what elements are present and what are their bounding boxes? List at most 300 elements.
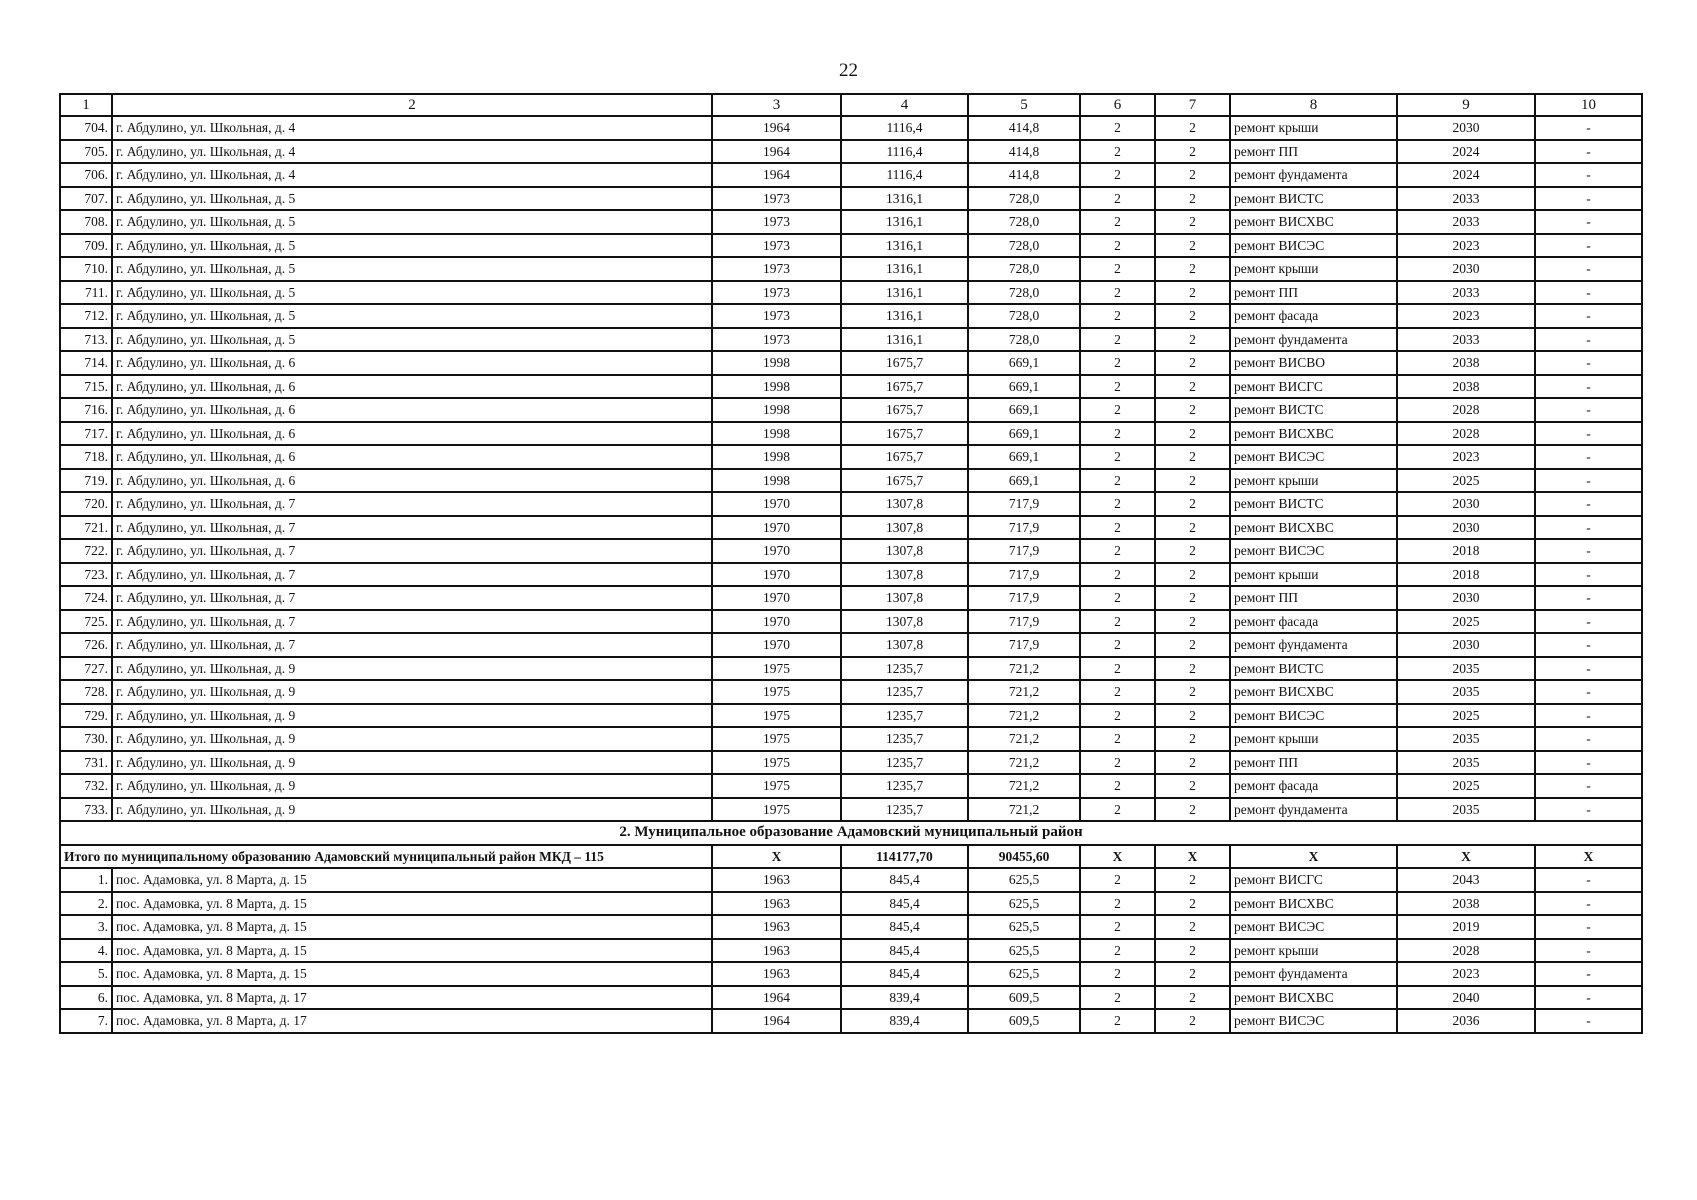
table-row [60,257,1642,281]
table-body-before [60,116,1642,821]
work-type-cell: ремонт ПП [1230,281,1397,305]
planned-year-cell: 2033 [1397,281,1535,305]
total-area-cell: 1235,7 [841,798,968,822]
capital-repair-table [59,93,1643,1034]
column-header: 10 [1535,94,1642,116]
year-cell: 1963 [712,962,841,986]
work-type-cell: ремонт ВИСВО [1230,351,1397,375]
col10-cell: - [1535,328,1642,352]
col6-cell: 2 [1080,751,1155,775]
year-cell: 1970 [712,539,841,563]
row-number-cell: 727. [60,657,112,681]
col7-cell: 2 [1155,915,1230,939]
total-area-cell: 845,4 [841,962,968,986]
col6-cell: 2 [1080,939,1155,963]
col10-cell: - [1535,915,1642,939]
col7-cell: 2 [1155,398,1230,422]
total-area-cell: 1307,8 [841,586,968,610]
row-number-cell: 718. [60,445,112,469]
table-row [60,1009,1642,1033]
section-block [60,821,1642,868]
row-number-cell: 4. [60,939,112,963]
address-cell: г. Абдулино, ул. Школьная, д. 5 [112,187,712,211]
work-type-cell: ремонт крыши [1230,939,1397,963]
total-area-cell: 1235,7 [841,751,968,775]
col6-cell: 2 [1080,375,1155,399]
address-cell: г. Абдулино, ул. Школьная, д. 5 [112,281,712,305]
address-cell: г. Абдулино, ул. Школьная, д. 7 [112,610,712,634]
col10-cell: - [1535,586,1642,610]
year-cell: 1975 [712,657,841,681]
row-number-cell: 705. [60,140,112,164]
col6-cell: 2 [1080,398,1155,422]
col6-cell: 2 [1080,633,1155,657]
col7-cell: 2 [1155,633,1230,657]
col10-cell: - [1535,281,1642,305]
work-type-cell: ремонт ВИСХВС [1230,210,1397,234]
col6-cell: 2 [1080,539,1155,563]
living-area-cell: 669,1 [968,445,1080,469]
address-cell: г. Абдулино, ул. Школьная, д. 4 [112,140,712,164]
table-row [60,633,1642,657]
address-cell: г. Абдулино, ул. Школьная, д. 7 [112,563,712,587]
col10-cell: - [1535,539,1642,563]
year-cell: 1970 [712,516,841,540]
address-cell: г. Абдулино, ул. Школьная, д. 6 [112,469,712,493]
planned-year-cell: 2025 [1397,469,1535,493]
col10-cell: - [1535,704,1642,728]
year-cell: 1975 [712,751,841,775]
work-type-cell: ремонт фасада [1230,610,1397,634]
planned-year-cell: 2030 [1397,492,1535,516]
col7-cell: 2 [1155,187,1230,211]
table-row [60,516,1642,540]
planned-year-cell: 2038 [1397,351,1535,375]
total-area-cell: 1235,7 [841,657,968,681]
col10-cell: - [1535,1009,1642,1033]
work-type-cell: ремонт крыши [1230,469,1397,493]
total-area-cell: 839,4 [841,986,968,1010]
work-type-cell: ремонт ВИСЭС [1230,1009,1397,1033]
col10-cell: - [1535,375,1642,399]
living-area-cell: 721,2 [968,680,1080,704]
address-cell: пос. Адамовка, ул. 8 Марта, д. 17 [112,1009,712,1033]
col10-cell: - [1535,657,1642,681]
address-cell: г. Абдулино, ул. Школьная, д. 7 [112,633,712,657]
planned-year-cell: 2038 [1397,892,1535,916]
total-area-cell: 1307,8 [841,610,968,634]
row-number-cell: 6. [60,986,112,1010]
col7-cell: 2 [1155,257,1230,281]
address-cell: г. Абдулино, ул. Школьная, д. 7 [112,516,712,540]
living-area-cell: 669,1 [968,422,1080,446]
col10-cell: - [1535,610,1642,634]
planned-year-cell: 2036 [1397,1009,1535,1033]
total-area-cell: 845,4 [841,939,968,963]
work-type-cell: ремонт ВИСЭС [1230,704,1397,728]
col6-cell: 2 [1080,704,1155,728]
row-number-cell: 732. [60,774,112,798]
col6-cell: 2 [1080,868,1155,892]
col7-cell: 2 [1155,868,1230,892]
column-header: 6 [1080,94,1155,116]
work-type-cell: ремонт фасада [1230,774,1397,798]
row-number-cell: 730. [60,727,112,751]
total-area-cell: 1307,8 [841,516,968,540]
col10-cell: - [1535,257,1642,281]
year-cell: 1975 [712,774,841,798]
row-number-cell: 726. [60,633,112,657]
total-area-cell: 1116,4 [841,163,968,187]
year-cell: 1964 [712,986,841,1010]
column-header: 8 [1230,94,1397,116]
col10-cell: - [1535,751,1642,775]
work-type-cell: ремонт ВИСХВС [1230,986,1397,1010]
total-area-cell: 1316,1 [841,257,968,281]
column-header: 4 [841,94,968,116]
living-area-cell: 669,1 [968,398,1080,422]
living-area-cell: 728,0 [968,234,1080,258]
work-type-cell: ремонт фундамента [1230,633,1397,657]
planned-year-cell: 2033 [1397,210,1535,234]
living-area-cell: 717,9 [968,586,1080,610]
col6-cell: 2 [1080,657,1155,681]
row-number-cell: 717. [60,422,112,446]
col10-cell: - [1535,939,1642,963]
col7-cell: 2 [1155,1009,1230,1033]
address-cell: г. Абдулино, ул. Школьная, д. 6 [112,422,712,446]
table-row [60,163,1642,187]
planned-year-cell: 2028 [1397,422,1535,446]
planned-year-cell: 2035 [1397,727,1535,751]
total-area-cell: 1235,7 [841,727,968,751]
planned-year-cell: 2024 [1397,140,1535,164]
total-cell: X [1230,845,1397,869]
col7-cell: 2 [1155,704,1230,728]
row-number-cell: 733. [60,798,112,822]
table-row [60,798,1642,822]
column-header: 2 [112,94,712,116]
row-number-cell: 7. [60,1009,112,1033]
col6-cell: 2 [1080,610,1155,634]
col7-cell: 2 [1155,163,1230,187]
total-row [60,845,1642,869]
col10-cell: - [1535,774,1642,798]
row-number-cell: 716. [60,398,112,422]
col10-cell: - [1535,727,1642,751]
col6-cell: 2 [1080,774,1155,798]
table-row [60,539,1642,563]
total-area-cell: 839,4 [841,1009,968,1033]
row-number-cell: 704. [60,116,112,140]
work-type-cell: ремонт крыши [1230,116,1397,140]
work-type-cell: ремонт фундамента [1230,328,1397,352]
address-cell: г. Абдулино, ул. Школьная, д. 5 [112,234,712,258]
col6-cell: 2 [1080,422,1155,446]
planned-year-cell: 2030 [1397,116,1535,140]
living-area-cell: 728,0 [968,281,1080,305]
column-header: 7 [1155,94,1230,116]
col6-cell: 2 [1080,281,1155,305]
table-body-after [60,868,1642,1033]
work-type-cell: ремонт ПП [1230,586,1397,610]
living-area-cell: 717,9 [968,633,1080,657]
year-cell: 1964 [712,140,841,164]
living-area-cell: 721,2 [968,704,1080,728]
table-row [60,704,1642,728]
table-row [60,586,1642,610]
living-area-cell: 625,5 [968,939,1080,963]
living-area-cell: 728,0 [968,210,1080,234]
table-row [60,445,1642,469]
table-row [60,868,1642,892]
year-cell: 1998 [712,422,841,446]
col6-cell: 2 [1080,492,1155,516]
row-number-cell: 721. [60,516,112,540]
address-cell: г. Абдулино, ул. Школьная, д. 9 [112,751,712,775]
address-cell: пос. Адамовка, ул. 8 Марта, д. 15 [112,962,712,986]
row-number-cell: 710. [60,257,112,281]
total-area-cell: 1316,1 [841,187,968,211]
col10-cell: - [1535,798,1642,822]
col7-cell: 2 [1155,234,1230,258]
total-area-cell: 1307,8 [841,492,968,516]
year-cell: 1975 [712,727,841,751]
col7-cell: 2 [1155,798,1230,822]
living-area-cell: 717,9 [968,516,1080,540]
planned-year-cell: 2025 [1397,610,1535,634]
col6-cell: 2 [1080,328,1155,352]
living-area-cell: 717,9 [968,610,1080,634]
col10-cell: - [1535,633,1642,657]
col10-cell: - [1535,304,1642,328]
total-area-cell: 1307,8 [841,563,968,587]
section-row [60,821,1642,845]
col10-cell: - [1535,351,1642,375]
planned-year-cell: 2023 [1397,962,1535,986]
col10-cell: - [1535,868,1642,892]
living-area-cell: 625,5 [968,868,1080,892]
row-number-cell: 713. [60,328,112,352]
total-cell: X [1535,845,1642,869]
work-type-cell: ремонт ВИСГС [1230,375,1397,399]
living-area-cell: 414,8 [968,140,1080,164]
total-area-cell: 1235,7 [841,680,968,704]
year-cell: 1970 [712,633,841,657]
planned-year-cell: 2028 [1397,939,1535,963]
col10-cell: - [1535,892,1642,916]
col6-cell: 2 [1080,586,1155,610]
work-type-cell: ремонт фасада [1230,304,1397,328]
col10-cell: - [1535,516,1642,540]
total-area-cell: 1675,7 [841,398,968,422]
living-area-cell: 625,5 [968,892,1080,916]
address-cell: г. Абдулино, ул. Школьная, д. 9 [112,704,712,728]
living-area-cell: 728,0 [968,257,1080,281]
col7-cell: 2 [1155,774,1230,798]
col6-cell: 2 [1080,986,1155,1010]
col7-cell: 2 [1155,422,1230,446]
table-row [60,751,1642,775]
total-cell: 114177,70 [841,845,968,869]
table-row [60,304,1642,328]
living-area-cell: 717,9 [968,492,1080,516]
planned-year-cell: 2023 [1397,445,1535,469]
row-number-cell: 715. [60,375,112,399]
address-cell: пос. Адамовка, ул. 8 Марта, д. 15 [112,892,712,916]
year-cell: 1964 [712,116,841,140]
work-type-cell: ремонт ВИСХВС [1230,422,1397,446]
table-row [60,187,1642,211]
col6-cell: 2 [1080,680,1155,704]
living-area-cell: 669,1 [968,469,1080,493]
col6-cell: 2 [1080,962,1155,986]
col6-cell: 2 [1080,163,1155,187]
table-row [60,375,1642,399]
work-type-cell: ремонт крыши [1230,727,1397,751]
year-cell: 1975 [712,704,841,728]
total-area-cell: 1116,4 [841,116,968,140]
table-row [60,962,1642,986]
row-number-cell: 731. [60,751,112,775]
col7-cell: 2 [1155,116,1230,140]
total-area-cell: 1316,1 [841,281,968,305]
col7-cell: 2 [1155,516,1230,540]
address-cell: г. Абдулино, ул. Школьная, д. 6 [112,375,712,399]
col10-cell: - [1535,962,1642,986]
planned-year-cell: 2023 [1397,234,1535,258]
address-cell: г. Абдулино, ул. Школьная, д. 5 [112,257,712,281]
work-type-cell: ремонт ВИСТС [1230,492,1397,516]
col10-cell: - [1535,492,1642,516]
table-row [60,140,1642,164]
total-label: Итого по муниципальному образованию Адамовский муниципальный район МКД – 115 [60,845,712,869]
col7-cell: 2 [1155,351,1230,375]
row-number-cell: 709. [60,234,112,258]
address-cell: г. Абдулино, ул. Школьная, д. 5 [112,304,712,328]
row-number-cell: 707. [60,187,112,211]
table-row [60,986,1642,1010]
total-area-cell: 1675,7 [841,445,968,469]
address-cell: г. Абдулино, ул. Школьная, д. 7 [112,539,712,563]
living-area-cell: 717,9 [968,539,1080,563]
column-header: 3 [712,94,841,116]
col7-cell: 2 [1155,445,1230,469]
col7-cell: 2 [1155,657,1230,681]
work-type-cell: ремонт ВИСХВС [1230,516,1397,540]
col6-cell: 2 [1080,140,1155,164]
col6-cell: 2 [1080,727,1155,751]
col7-cell: 2 [1155,892,1230,916]
address-cell: г. Абдулино, ул. Школьная, д. 6 [112,445,712,469]
col6-cell: 2 [1080,210,1155,234]
living-area-cell: 721,2 [968,751,1080,775]
row-number-cell: 722. [60,539,112,563]
planned-year-cell: 2035 [1397,798,1535,822]
planned-year-cell: 2043 [1397,868,1535,892]
table-row [60,234,1642,258]
col10-cell: - [1535,116,1642,140]
planned-year-cell: 2023 [1397,304,1535,328]
year-cell: 1998 [712,445,841,469]
living-area-cell: 669,1 [968,375,1080,399]
year-cell: 1964 [712,1009,841,1033]
address-cell: пос. Адамовка, ул. 8 Марта, д. 15 [112,915,712,939]
work-type-cell: ремонт крыши [1230,257,1397,281]
total-area-cell: 1116,4 [841,140,968,164]
total-area-cell: 1316,1 [841,234,968,258]
row-number-cell: 725. [60,610,112,634]
row-number-cell: 723. [60,563,112,587]
work-type-cell: ремонт ВИСЭС [1230,445,1397,469]
year-cell: 1970 [712,586,841,610]
address-cell: пос. Адамовка, ул. 8 Марта, д. 17 [112,986,712,1010]
col6-cell: 2 [1080,234,1155,258]
work-type-cell: ремонт ВИСЭС [1230,234,1397,258]
table-row [60,351,1642,375]
work-type-cell: ремонт ВИСЭС [1230,915,1397,939]
planned-year-cell: 2019 [1397,915,1535,939]
address-cell: пос. Адамовка, ул. 8 Марта, д. 15 [112,868,712,892]
living-area-cell: 721,2 [968,657,1080,681]
col10-cell: - [1535,469,1642,493]
column-header: 1 [60,94,112,116]
address-cell: г. Абдулино, ул. Школьная, д. 6 [112,398,712,422]
planned-year-cell: 2038 [1397,375,1535,399]
planned-year-cell: 2030 [1397,633,1535,657]
address-cell: г. Абдулино, ул. Школьная, д. 9 [112,727,712,751]
address-cell: г. Абдулино, ул. Школьная, д. 9 [112,798,712,822]
year-cell: 1970 [712,610,841,634]
table-row [60,915,1642,939]
total-cell: X [712,845,841,869]
year-cell: 1973 [712,187,841,211]
col6-cell: 2 [1080,445,1155,469]
living-area-cell: 609,5 [968,1009,1080,1033]
col6-cell: 2 [1080,563,1155,587]
table-row [60,328,1642,352]
page-number: 22 [839,60,858,81]
work-type-cell: ремонт фундамента [1230,962,1397,986]
total-cell: 90455,60 [968,845,1080,869]
living-area-cell: 717,9 [968,563,1080,587]
col7-cell: 2 [1155,986,1230,1010]
year-cell: 1998 [712,469,841,493]
work-type-cell: ремонт крыши [1230,563,1397,587]
total-area-cell: 845,4 [841,892,968,916]
table-row [60,563,1642,587]
planned-year-cell: 2033 [1397,328,1535,352]
col10-cell: - [1535,422,1642,446]
col7-cell: 2 [1155,680,1230,704]
section-title: 2. Муниципальное образование Адамовский муниципальный район [60,821,1642,845]
col6-cell: 2 [1080,516,1155,540]
total-area-cell: 1675,7 [841,469,968,493]
year-cell: 1998 [712,375,841,399]
table-row [60,727,1642,751]
col10-cell: - [1535,563,1642,587]
col7-cell: 2 [1155,939,1230,963]
col7-cell: 2 [1155,727,1230,751]
table-row [60,657,1642,681]
year-cell: 1975 [712,680,841,704]
living-area-cell: 728,0 [968,328,1080,352]
col6-cell: 2 [1080,351,1155,375]
total-cell: X [1080,845,1155,869]
planned-year-cell: 2028 [1397,398,1535,422]
col7-cell: 2 [1155,469,1230,493]
col7-cell: 2 [1155,328,1230,352]
